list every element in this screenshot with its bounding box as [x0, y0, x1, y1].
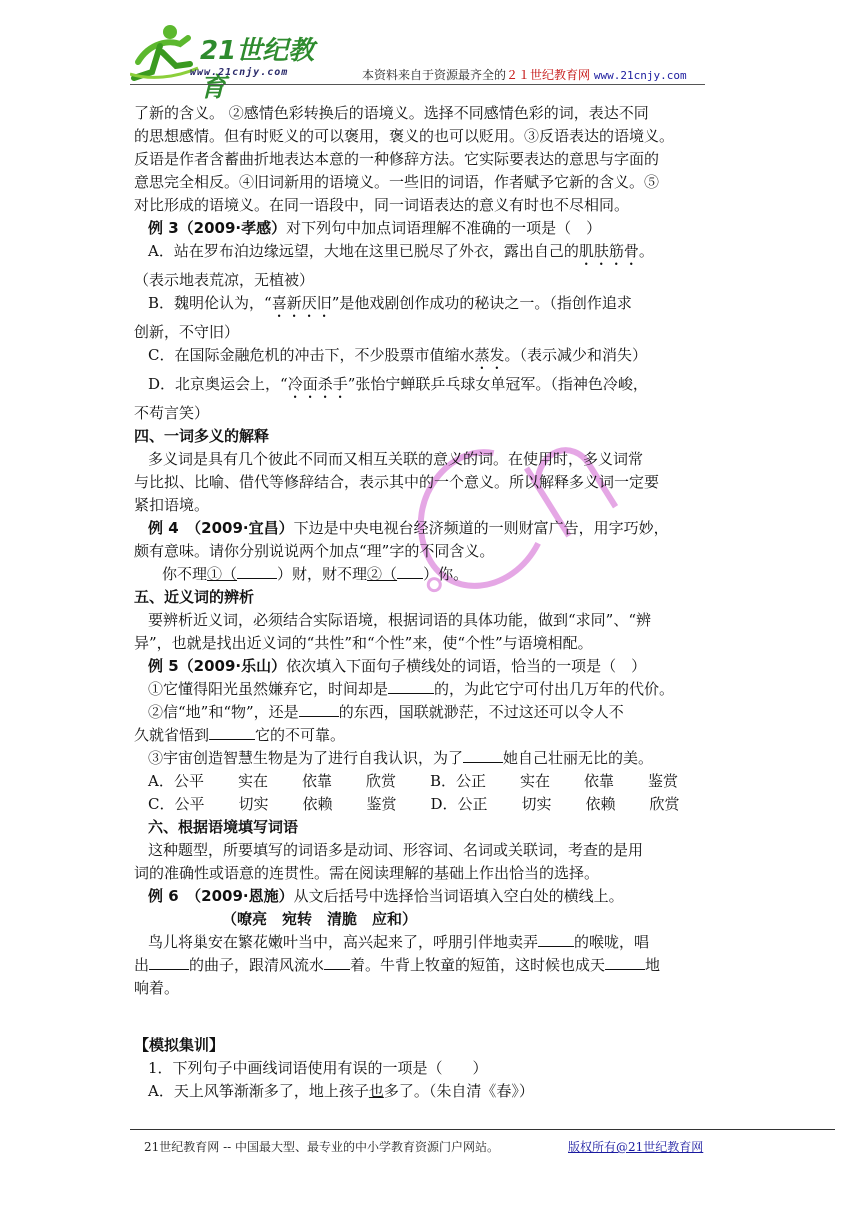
- example-3-heading: [134, 217, 728, 240]
- text-line: 颇有意味。请你分别说说两个加点“理”字的不同含义。: [134, 542, 495, 560]
- text-line: 这种题型，所要填写的词语多是动词、形容词、名词或关联词，考查的是用: [148, 841, 644, 859]
- option-c: [134, 344, 728, 373]
- spacer: [134, 1000, 728, 1034]
- header-note-prefix: 本资料来自于资源最齐全的: [362, 68, 507, 82]
- text-line: 意思完全相反。④旧词新用的语境义。一些旧的词语，作者赋予它新的含义。⑤: [134, 173, 660, 191]
- choice-word: 依靠: [302, 772, 333, 790]
- text-span: 她自己壮丽无比的美。: [503, 749, 654, 767]
- section-heading: 六、根据语境填写词语: [148, 818, 299, 836]
- section-heading: 五、近义词的辨析: [134, 588, 255, 606]
- text-span: 的喉咙，唱: [574, 933, 650, 951]
- example-label: 例 4 （2009·宜昌）: [148, 519, 294, 537]
- sentence-1: [134, 678, 728, 701]
- example-5-heading: [134, 655, 728, 678]
- option-text: A．站在罗布泊边缘远望，大地在这里已脱尽了外衣，露出自己的: [148, 242, 579, 260]
- example-text: 对下列句中加点词语理解不准确的一项是（ ）: [286, 219, 602, 237]
- choice-row: [134, 793, 728, 816]
- option-d-note: 不苟言笑）: [134, 404, 210, 422]
- header-note-site[interactable]: ２１世纪教育网: [506, 68, 591, 82]
- text-line: 了新的含义。 ②感情色彩转换后的语境义。选择不同感情色彩的词，表达不同: [134, 104, 649, 122]
- answer-blank[interactable]: [605, 954, 645, 970]
- question-1: 1．下列句子中画线词语使用有误的一项是（ ）: [148, 1059, 488, 1077]
- option-text: D．北京奥运会上，“: [148, 375, 288, 393]
- example-label: 例 6 （2009·恩施）: [148, 887, 294, 905]
- option-a-note: （表示地表荒凉，无植被）: [134, 271, 315, 289]
- answer-blank[interactable]: [324, 954, 350, 970]
- logo-url: www.21cnjy.com: [190, 67, 289, 78]
- answer-blank[interactable]: [397, 563, 423, 579]
- option-text: 。（表示减少和消失）: [504, 346, 648, 364]
- text-span: 着。牛背上牧童的短笛，这时候也成天: [350, 956, 606, 974]
- text-span: ②（: [367, 565, 398, 583]
- answer-blank[interactable]: [388, 678, 434, 694]
- sentence-2-cont: [134, 724, 728, 747]
- choice-word: 依靠: [584, 772, 615, 790]
- example-text: 下边是中央电视台经济频道的一则财富广告，用字巧妙，: [293, 519, 669, 537]
- footer-divider: [130, 1129, 835, 1130]
- example-label: 例 5（2009·乐山）: [148, 657, 287, 675]
- choice-word: 依赖: [302, 795, 333, 813]
- text-span: 出: [134, 956, 150, 974]
- dotted-word: 冷面杀手: [287, 375, 348, 393]
- ex4-fill-line: [134, 563, 728, 586]
- option-text: 。: [638, 242, 654, 260]
- choice-word: 公正: [456, 772, 487, 790]
- mock-training-title: 【模拟集训】: [134, 1036, 225, 1054]
- passage-line: 响着。: [134, 979, 180, 997]
- example-6-heading: [134, 885, 728, 908]
- passage-line: [134, 954, 728, 977]
- sentence-3: [134, 747, 728, 770]
- option-d: [134, 373, 728, 402]
- choice-label: B．: [430, 772, 457, 790]
- option-b: [134, 292, 728, 321]
- answer-blank[interactable]: [299, 701, 339, 717]
- answer-blank[interactable]: [538, 931, 574, 947]
- dotted-word: 蒸发: [474, 346, 505, 364]
- option-b-note: 创新，不守旧）: [134, 323, 240, 341]
- option-a: [134, 240, 728, 269]
- choice-word: 鉴赏: [366, 795, 397, 813]
- text-span: 你不理: [162, 565, 208, 583]
- example-text: 从文后括号中选择恰当词语填入空白处的横线上。: [293, 887, 624, 905]
- text-span: 它的不可靠。: [255, 726, 346, 744]
- sentence-2: [134, 701, 728, 724]
- text-span: ②信“地”和“物”，还是: [148, 703, 299, 721]
- example-label: 例 3（2009·孝感）: [148, 219, 287, 237]
- text-span: ）你。: [423, 565, 469, 583]
- text-line: 词的准确性或语意的连贯性。需在阅读理解的基础上作出恰当的选择。: [134, 864, 600, 882]
- underlined-word: 也: [368, 1082, 384, 1100]
- header-note: [362, 66, 687, 83]
- choice-word: 公平: [174, 772, 205, 790]
- example-text: 依次填入下面句子横线处的词语，恰当的一项是（ ）: [286, 657, 647, 675]
- option-text: B．魏明伦认为，“: [148, 294, 272, 312]
- header-divider: [130, 84, 705, 85]
- choice-word: 公平: [174, 795, 205, 813]
- section-heading: 四、一词多义的解释: [134, 427, 270, 445]
- text-line: 反语是作者含蓄曲折地表达本意的一种修辞方法。它实际要表达的意思与字面的: [134, 150, 660, 168]
- choice-label: C．: [148, 795, 175, 813]
- choice-word: 欣赏: [366, 772, 397, 790]
- choice-row: [134, 770, 728, 793]
- question-1-option-a: [134, 1080, 728, 1103]
- choice-label: D．: [430, 795, 458, 813]
- option-text: ”张怡宁蝉联乒乓球女单冠军。（指神色冷峻，: [347, 375, 648, 393]
- site-logo: [130, 22, 340, 103]
- word-bank: （嘹亮 宛转 清脆 应和）: [222, 910, 418, 928]
- document-body: [134, 102, 728, 1103]
- page-footer: [144, 1138, 704, 1155]
- text-line: 异”，也就是找出近义词的“共性”和“个性”来，使“个性”与语境相配。: [134, 634, 593, 652]
- answer-blank[interactable]: [237, 563, 277, 579]
- option-text: ”是他戏剧创作成功的秘诀之一。（指创作追求: [331, 294, 632, 312]
- text-span: A．天上风筝渐渐多了，地上孩子: [148, 1082, 369, 1100]
- text-span: ①它懂得阳光虽然嫌弃它，时间却是: [148, 680, 389, 698]
- choice-word: 切实: [238, 795, 269, 813]
- text-span: 久就省悟到: [134, 726, 210, 744]
- dotted-word: 喜新厌旧: [271, 294, 332, 312]
- text-span: ③宇宙创造智慧生物是为了进行自我认识，为了: [148, 749, 464, 767]
- text-span: 的曲子，跟清风流水: [189, 956, 325, 974]
- choice-word: 切实: [521, 795, 552, 813]
- choice-word: 鉴赏: [648, 772, 679, 790]
- choice-label: A．: [148, 772, 174, 790]
- example-4-heading: [134, 517, 728, 540]
- page-header: [130, 22, 830, 103]
- text-span: 鸟儿将巢安在繁花嫩叶当中，高兴起来了，呼朋引伴地卖弄: [148, 933, 539, 951]
- text-span: 的东西，国联就渺茫，不过这还可以令人不: [338, 703, 624, 721]
- text-line: 的思想感情。但有时贬义的可以褒用，褒义的也可以贬用。③反语表达的语境义。: [134, 127, 675, 145]
- choice-word: 欣赏: [649, 795, 680, 813]
- answer-blank[interactable]: [463, 747, 503, 763]
- text-span: ①（: [207, 565, 238, 583]
- answer-blank[interactable]: [209, 724, 255, 740]
- text-span: 多了。（朱自清《春》）: [383, 1082, 534, 1100]
- logo-title: 21世纪教育: [200, 36, 315, 103]
- choice-word: 公正: [457, 795, 488, 813]
- copyright-link[interactable]: 版权所有@21世纪教育网: [568, 1140, 704, 1154]
- header-note-url[interactable]: www.21cnjy.com: [593, 69, 687, 82]
- text-line: 与比拟、比喻、借代等修辞结合，表示其中的一个意义。所以解释多义词一定要: [134, 473, 660, 491]
- text-span: 的，为此它宁可付出几万年的代价。: [434, 680, 675, 698]
- text-line: 要辨析近义词，必须结合实际语境，根据词语的具体功能，做到“求同”、“辨: [148, 611, 652, 629]
- text-span: 地: [645, 956, 661, 974]
- answer-blank[interactable]: [149, 954, 189, 970]
- text-line: 紧扣语境。: [134, 496, 210, 514]
- choice-word: 实在: [520, 772, 551, 790]
- choice-word: 实在: [238, 772, 269, 790]
- text-line: 对比形成的语境义。在同一语段中，同一词语表达的意义有时也不尽相同。: [134, 196, 630, 214]
- dotted-word: 肌肤筋骨: [578, 242, 639, 260]
- option-text: C．在国际金融危机的冲击下，不少股票市值缩水: [148, 346, 475, 364]
- text-line: 多义词是具有几个彼此不同而又相互关联的意义的词。在使用时，多义词常: [148, 450, 644, 468]
- choice-word: 依赖: [585, 795, 616, 813]
- footer-text: 21世纪教育网 -- 中国最大型、最专业的中小学教育资源门户网站。: [144, 1140, 500, 1154]
- passage-line: [134, 931, 728, 954]
- text-span: ）财，财不理: [277, 565, 368, 583]
